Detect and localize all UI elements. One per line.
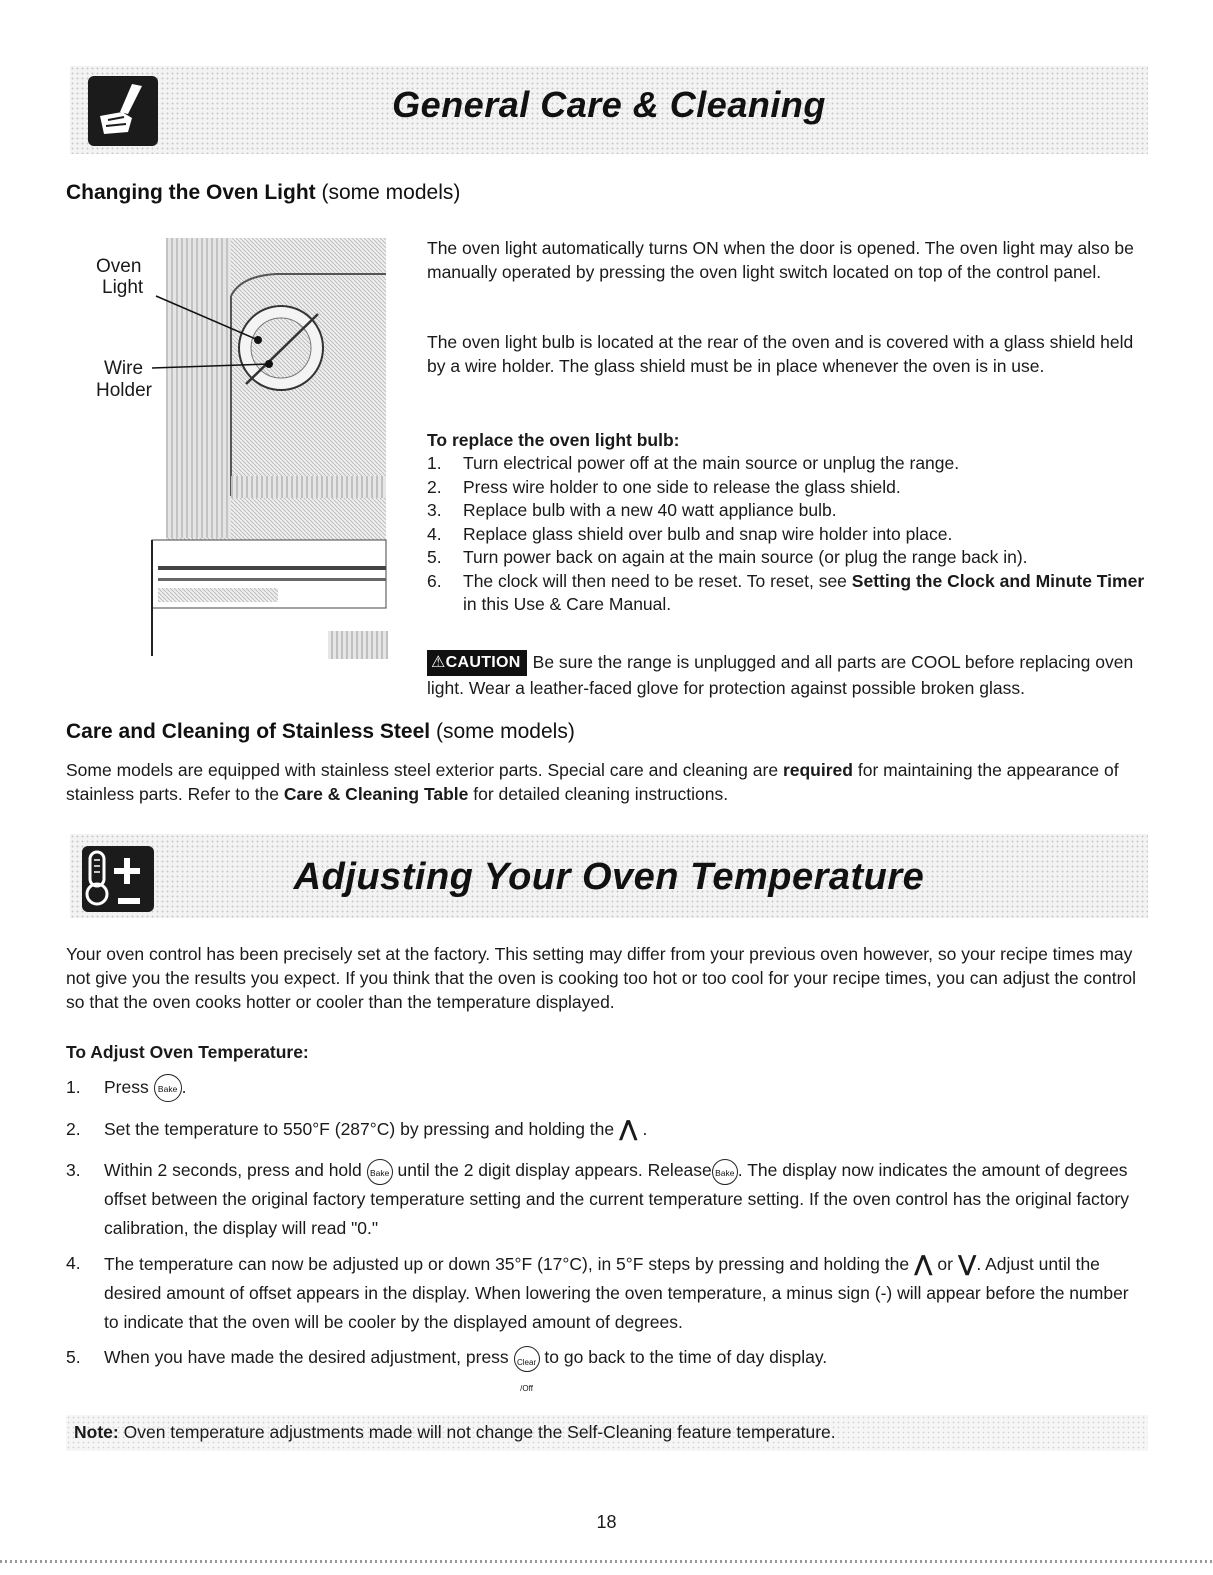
list-item: 2. Press wire holder to one side to release the glass shield. (427, 476, 901, 497)
oven-temp-intro: Your oven control has been precisely set at the factory. This setting may differ from your previous oven however, so your recipe times may not give you the results you expect. If you think that the oven is cooking too hot or too cool for your recipe times, you can adjust the control so that the oven cooks hotter or cooler than the temperature displayed. (66, 944, 1137, 1012)
bake-button-icon: Bake (154, 1074, 182, 1102)
list-item: 1. Turn electrical power off at the main source or unplug the range. (427, 453, 960, 473)
list-item: 1. Press Bake . (66, 1074, 1146, 1102)
note-text: Note: Oven temperature adjustments made will not change the Self-Cleaning feature temperature. (74, 1422, 836, 1442)
up-arrow-icon: ⋀ (913, 1251, 933, 1277)
reference-setting-clock: Setting the Clock and Minute Timer (851, 570, 1145, 591)
list-item: 2. Set the temperature to 550°F (287°C) by pressing and holding the ⋀ . (66, 1116, 648, 1142)
replace-bulb-subheading: To replace the oven light bulb: (427, 430, 680, 450)
list-item: 5. When you have made the desired adjustment, press Clear /Off to go back to the time of day display. (66, 1347, 828, 1393)
section-banner-oven-temp (70, 834, 1148, 918)
heading-bold: Changing the Oven Light (66, 181, 316, 204)
list-item: 5. Turn power back on again at the main source (or plug the range back in). (427, 547, 1028, 567)
section-banner-general-care (70, 66, 1148, 154)
list-item: 6. The clock will then need to be reset. To reset, see Setting the Clock and Minute Timer in this Use & Care Manual. (427, 570, 1145, 614)
bottom-rule (0, 1560, 1213, 1563)
label-oven-light: Oven Light (96, 256, 144, 298)
list-item: 4. Replace glass shield over bulb and snap wire holder into place. (427, 523, 953, 544)
oven-light-paragraph-1: The oven light automatically turns ON when the door is opened. The oven light may also be manually operated by pressing the oven light switch located on top of the control panel. (427, 238, 1134, 282)
banner-title: Adjusting Your Oven Temperature (293, 856, 925, 898)
bake-button-icon: Bake (712, 1159, 738, 1185)
label-wire-holder: Wire Holder (96, 358, 152, 401)
replace-bulb-steps (427, 452, 1147, 617)
oven-light-illustration (66, 236, 396, 661)
section-heading-oven-light (66, 181, 460, 205)
banner-title: General Care & Cleaning (392, 84, 826, 125)
note-bar (66, 1415, 1148, 1451)
stainless-paragraph: Some models are equipped with stainless steel exterior parts. Special care and cleaning are required for maintaining the appearance of stainless parts. Refer to the Care & Cleaning Table for detailed cleaning instructions. (66, 760, 1119, 804)
bake-button-icon: Bake (367, 1159, 393, 1185)
list-item: 4. The temperature can now be adjusted up or down 35°F (17°C), in 5°F steps by pressing and holding the ⋀ or ⋁. Adjust until the desired amount of offset appears in the display. When lowering the oven temperature, a minus sign (-) will appear before the number to indicate that the oven will be cooler by the displayed amount of degrees. (66, 1251, 1129, 1333)
clear-off-button-icon: Clear /Off (514, 1346, 540, 1372)
section-heading-stainless: Care and Cleaning of Stainless Steel (some models) (66, 720, 575, 743)
oven-light-paragraph-2: The oven light bulb is located at the rear of the oven and is covered with a glass shield held by a wire holder. The glass shield must be in place whenever the oven is in use. (427, 332, 1134, 376)
adjust-temp-steps (66, 1074, 1146, 1393)
adjust-temp-subheading: To Adjust Oven Temperature: (66, 1042, 309, 1062)
up-arrow-icon: ⋀ (619, 1116, 638, 1142)
list-item: 3. Replace bulb with a new 40 watt appliance bulb. (427, 500, 837, 520)
warning-triangle-icon: ⚠ (431, 654, 446, 671)
down-arrow-icon: ⋁ (957, 1251, 977, 1277)
caution-notice: ⚠CAUTION Be sure the range is unplugged and all parts are COOL before replacing oven light. Wear a leather-faced glove for protection against possible broken glass. (427, 652, 1134, 698)
page-number: 18 (596, 1512, 617, 1532)
heading-qualifier: (some models) (321, 181, 461, 204)
caution-badge: ⚠CAUTION (427, 650, 527, 676)
list-item: 3. Within 2 seconds, press and hold Bake until the 2 digit display appears. Release Bake . The display now indicates the amount of degrees offset between the original factory temperature setting and the current temperature setting. If the oven control has the original factory calibration, the display will read "0." (66, 1160, 1129, 1239)
